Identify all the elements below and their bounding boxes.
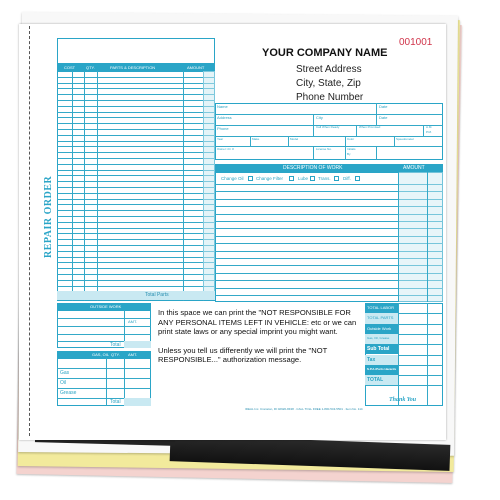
totals-row-line [365, 385, 443, 386]
notice-block [158, 308, 363, 365]
parts-amount-shade [203, 71, 215, 291]
parts-row-line [57, 135, 215, 136]
parts-row-line [57, 245, 215, 246]
parts-row-line [57, 117, 215, 118]
field-city: City [316, 115, 323, 120]
parts-row-line [57, 83, 215, 84]
parts-row-line [57, 129, 215, 130]
parts-column-line [183, 71, 184, 301]
field-name: Name [217, 104, 228, 109]
field-year: Year [217, 137, 224, 141]
header-qty: QTY. [86, 64, 95, 70]
parts-row-line [57, 268, 215, 269]
outside-work-total: Total [110, 342, 121, 348]
gas-total-fill [124, 398, 151, 406]
parts-row-line [57, 146, 215, 147]
notice-paragraph-1: In this space we can print the "NOT RESPONSIBLE FOR ANY PERSONAL ITEMS LEFT IN VEHICLE: etc or we can print state laws or any special imprint you might want. [158, 308, 357, 337]
customer-info-box [215, 103, 443, 160]
company-phone: Phone Number [296, 92, 364, 103]
oil-row: Oil [60, 380, 67, 386]
checkbox-trans[interactable] [334, 176, 339, 181]
grease-row: Grease [60, 390, 77, 396]
parts-row-line [57, 100, 215, 101]
parts-row-line [57, 210, 215, 211]
form-number: 001001 [399, 37, 433, 48]
field-date: Date [379, 104, 388, 109]
parts-row-line [57, 164, 215, 165]
header-parts: PARTS & DESCRIPTION [110, 64, 156, 70]
parts-row-line [57, 152, 215, 153]
totals-row-label: TOTAL LABOR [367, 305, 395, 310]
totals-row-label: Tax [367, 356, 376, 363]
header-cost: COST [64, 64, 76, 70]
parts-row-line [57, 262, 215, 263]
parts-row-line [57, 170, 215, 171]
field-make: Make [252, 137, 260, 141]
total-parts-bar [57, 291, 215, 300]
parts-row-line [57, 141, 215, 142]
field-owner-id: Owner I.D. # [217, 147, 234, 151]
parts-row-line [57, 251, 215, 252]
field-am: A.M. [426, 125, 433, 129]
gas-oil-amt: AMT. [128, 351, 138, 357]
totals-row-label: Gas, Oil, Grease [367, 335, 390, 340]
field-phone: Phone [217, 126, 229, 131]
footer-text: IDEAL Inc. Cranston, RI 02920-8438 · CALL TOLL FREE 1-800-543-5501 · Item No. 114 [245, 407, 363, 411]
parts-column-line [84, 71, 85, 301]
field-color: Color [347, 137, 355, 141]
parts-row-line [57, 199, 215, 200]
outside-work-amt: AMT. [128, 319, 138, 324]
totals-row-label: TOTAL PARTS [367, 315, 394, 321]
option-trans: Trans. [318, 176, 331, 181]
work-amount-shade [398, 172, 443, 302]
option-change-filter: Change Filter [256, 176, 284, 181]
option-diff: Diff. [343, 176, 351, 181]
parts-row-line [57, 239, 215, 240]
parts-row-line [57, 106, 215, 107]
notice-paragraph-2: Unless you tell us differently we will print the "NOT RESPONSIBLE..." authorization message. [158, 345, 328, 365]
parts-row-line [57, 94, 215, 95]
parts-row-line [57, 286, 215, 287]
field-address: Address [217, 115, 232, 120]
field-by: By [347, 152, 351, 156]
field-pm: P.M. [426, 130, 432, 134]
gas-row: Gas [60, 370, 70, 376]
company-city: City, State, Zip [296, 78, 361, 89]
gas-oil-qty: QTY. [111, 351, 120, 357]
parts-row-line [57, 158, 215, 159]
parts-row-line [57, 280, 215, 281]
company-street: Street Address [296, 64, 362, 75]
parts-row-line [57, 193, 215, 194]
company-name: YOUR COMPANY NAME [262, 47, 388, 59]
checkbox-change-oil[interactable] [248, 176, 253, 181]
field-date-2: Date [379, 115, 388, 120]
parts-row-line [57, 112, 215, 113]
outside-work-label: OUTSIDE WORK [90, 303, 122, 309]
checkbox-diff[interactable] [355, 176, 360, 181]
parts-row-line [57, 274, 215, 275]
work-amount-label: AMOUNT [403, 165, 425, 171]
field-initials: Initials [347, 147, 356, 151]
field-call-ready: Call When Ready [316, 125, 340, 129]
checkbox-change-filter[interactable] [289, 176, 294, 181]
parts-row-line [57, 257, 215, 258]
parts-column-line [72, 71, 73, 301]
parts-column-line [97, 71, 98, 301]
parts-row-line [57, 181, 215, 182]
field-speedometer: Speedometer [396, 137, 415, 141]
totals-row-label: Sub Total [367, 346, 390, 353]
option-change-oil: Change Oil [221, 176, 244, 181]
totals-row-label: TOTAL [367, 377, 384, 384]
field-license: License No. [316, 147, 332, 151]
parts-row-line [57, 233, 215, 234]
parts-row-line [57, 88, 215, 89]
outside-total-fill [124, 341, 151, 348]
header-amount: AMOUNT [187, 64, 205, 70]
gas-oil-total: Total [110, 399, 121, 405]
perforation-line [29, 26, 30, 436]
parts-row-line [57, 228, 215, 229]
parts-row-line [57, 77, 215, 78]
parts-row-line [57, 216, 215, 217]
option-lube: Lube [298, 176, 309, 181]
parts-row-line [57, 204, 215, 205]
work-header-label: DESCRIPTION OF WORK [283, 165, 343, 171]
total-parts-label: Total Parts [145, 291, 169, 298]
parts-row-line [57, 187, 215, 188]
totals-row-label: Outside Work [367, 325, 392, 331]
thank-you: Thank You [389, 397, 417, 403]
parts-header-box [57, 38, 215, 64]
parts-row-line [57, 175, 215, 176]
field-model: Model [290, 137, 299, 141]
totals-row-label: S.P.A./Parts Hazards [367, 366, 397, 371]
parts-row-line [57, 222, 215, 223]
parts-row-line [57, 123, 215, 124]
side-title-text: REPAIR ORDER [43, 175, 54, 258]
checkbox-lube[interactable] [310, 176, 315, 181]
field-when-promised: When Promised [359, 125, 381, 129]
gas-oil-label: GAS, OIL [92, 351, 110, 357]
